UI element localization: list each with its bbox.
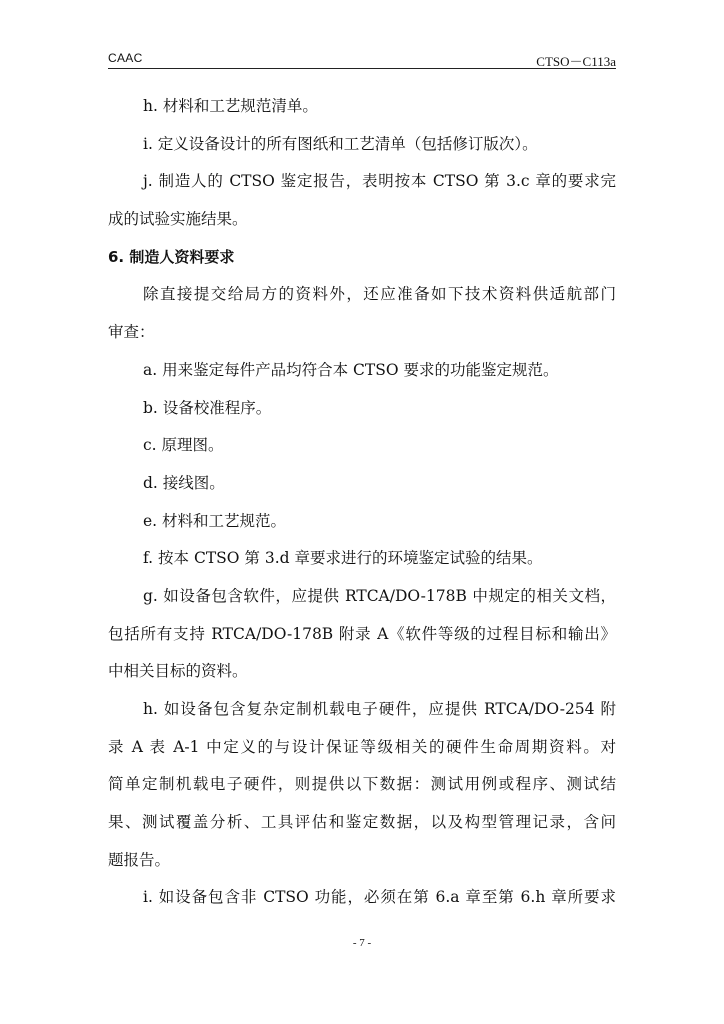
list-item-i: i. 定义设备设计的所有图纸和工艺清单（包括修订版次）。	[143, 134, 538, 153]
list-item-e: e. 材料和工艺规范。	[143, 511, 287, 530]
list-item-h2-cont: 果、测试覆盖分析、工具评估和鉴定数据，以及构型管理记录，含问	[108, 813, 616, 832]
list-item-g: g. 如设备包含软件，应提供 RTCA/DO-178B 中规定的相关文档，	[143, 586, 616, 605]
list-item-h2-cont: 题报告。	[108, 850, 171, 869]
paragraph-intro: 除直接提交给局方的资料外，还应准备如下技术资料供适航部门	[143, 285, 616, 304]
header-doc-id: CTSO－C113a	[536, 54, 616, 69]
list-item-g-cont: 中相关目标的资料。	[108, 662, 248, 681]
list-item-a: a. 用来鉴定每件产品均符合本 CTSO 要求的功能鉴定规范。	[143, 360, 559, 379]
document-body	[108, 88, 616, 917]
list-item-b: b. 设备校准程序。	[143, 398, 272, 417]
page-number: - 7 -	[352, 937, 372, 949]
list-item-i2: i. 如设备包含非 CTSO 功能，必须在第 6.a 章至第 6.h 章所要求	[143, 888, 616, 907]
paragraph-intro-cont: 审查：	[108, 323, 155, 342]
list-item-d: d. 接线图。	[143, 473, 225, 492]
list-item-c: c. 原理图。	[143, 436, 224, 455]
list-item-j: j. 制造人的 CTSO 鉴定报告，表明按本 CTSO 第 3.c 章的要求完	[143, 172, 616, 191]
list-item-g-cont: 包括所有支持 RTCA/DO-178B 附录 A《软件等级的过程目标和输出》	[108, 624, 616, 643]
list-item-j-cont: 成的试验实施结果。	[108, 210, 248, 229]
section-heading-6: 6. 制造人资料要求	[108, 247, 235, 266]
list-item-h2-cont: 录 A 表 A-1 中定义的与设计保证等级相关的硬件生命周期资料。对	[108, 737, 616, 756]
header-org: CAAC	[108, 51, 143, 65]
list-item-h2-cont: 简单定制机载电子硬件，则提供以下数据：测试用例或程序、测试结	[108, 775, 616, 794]
list-item-h2: h. 如设备包含复杂定制机载电子硬件，应提供 RTCA/DO-254 附	[143, 700, 616, 718]
header-divider	[108, 68, 616, 69]
list-item-h: h. 材料和工艺规范清单。	[143, 97, 318, 115]
list-item-f: f. 按本 CTSO 第 3.d 章要求进行的环境鉴定试验的结果。	[143, 549, 543, 568]
